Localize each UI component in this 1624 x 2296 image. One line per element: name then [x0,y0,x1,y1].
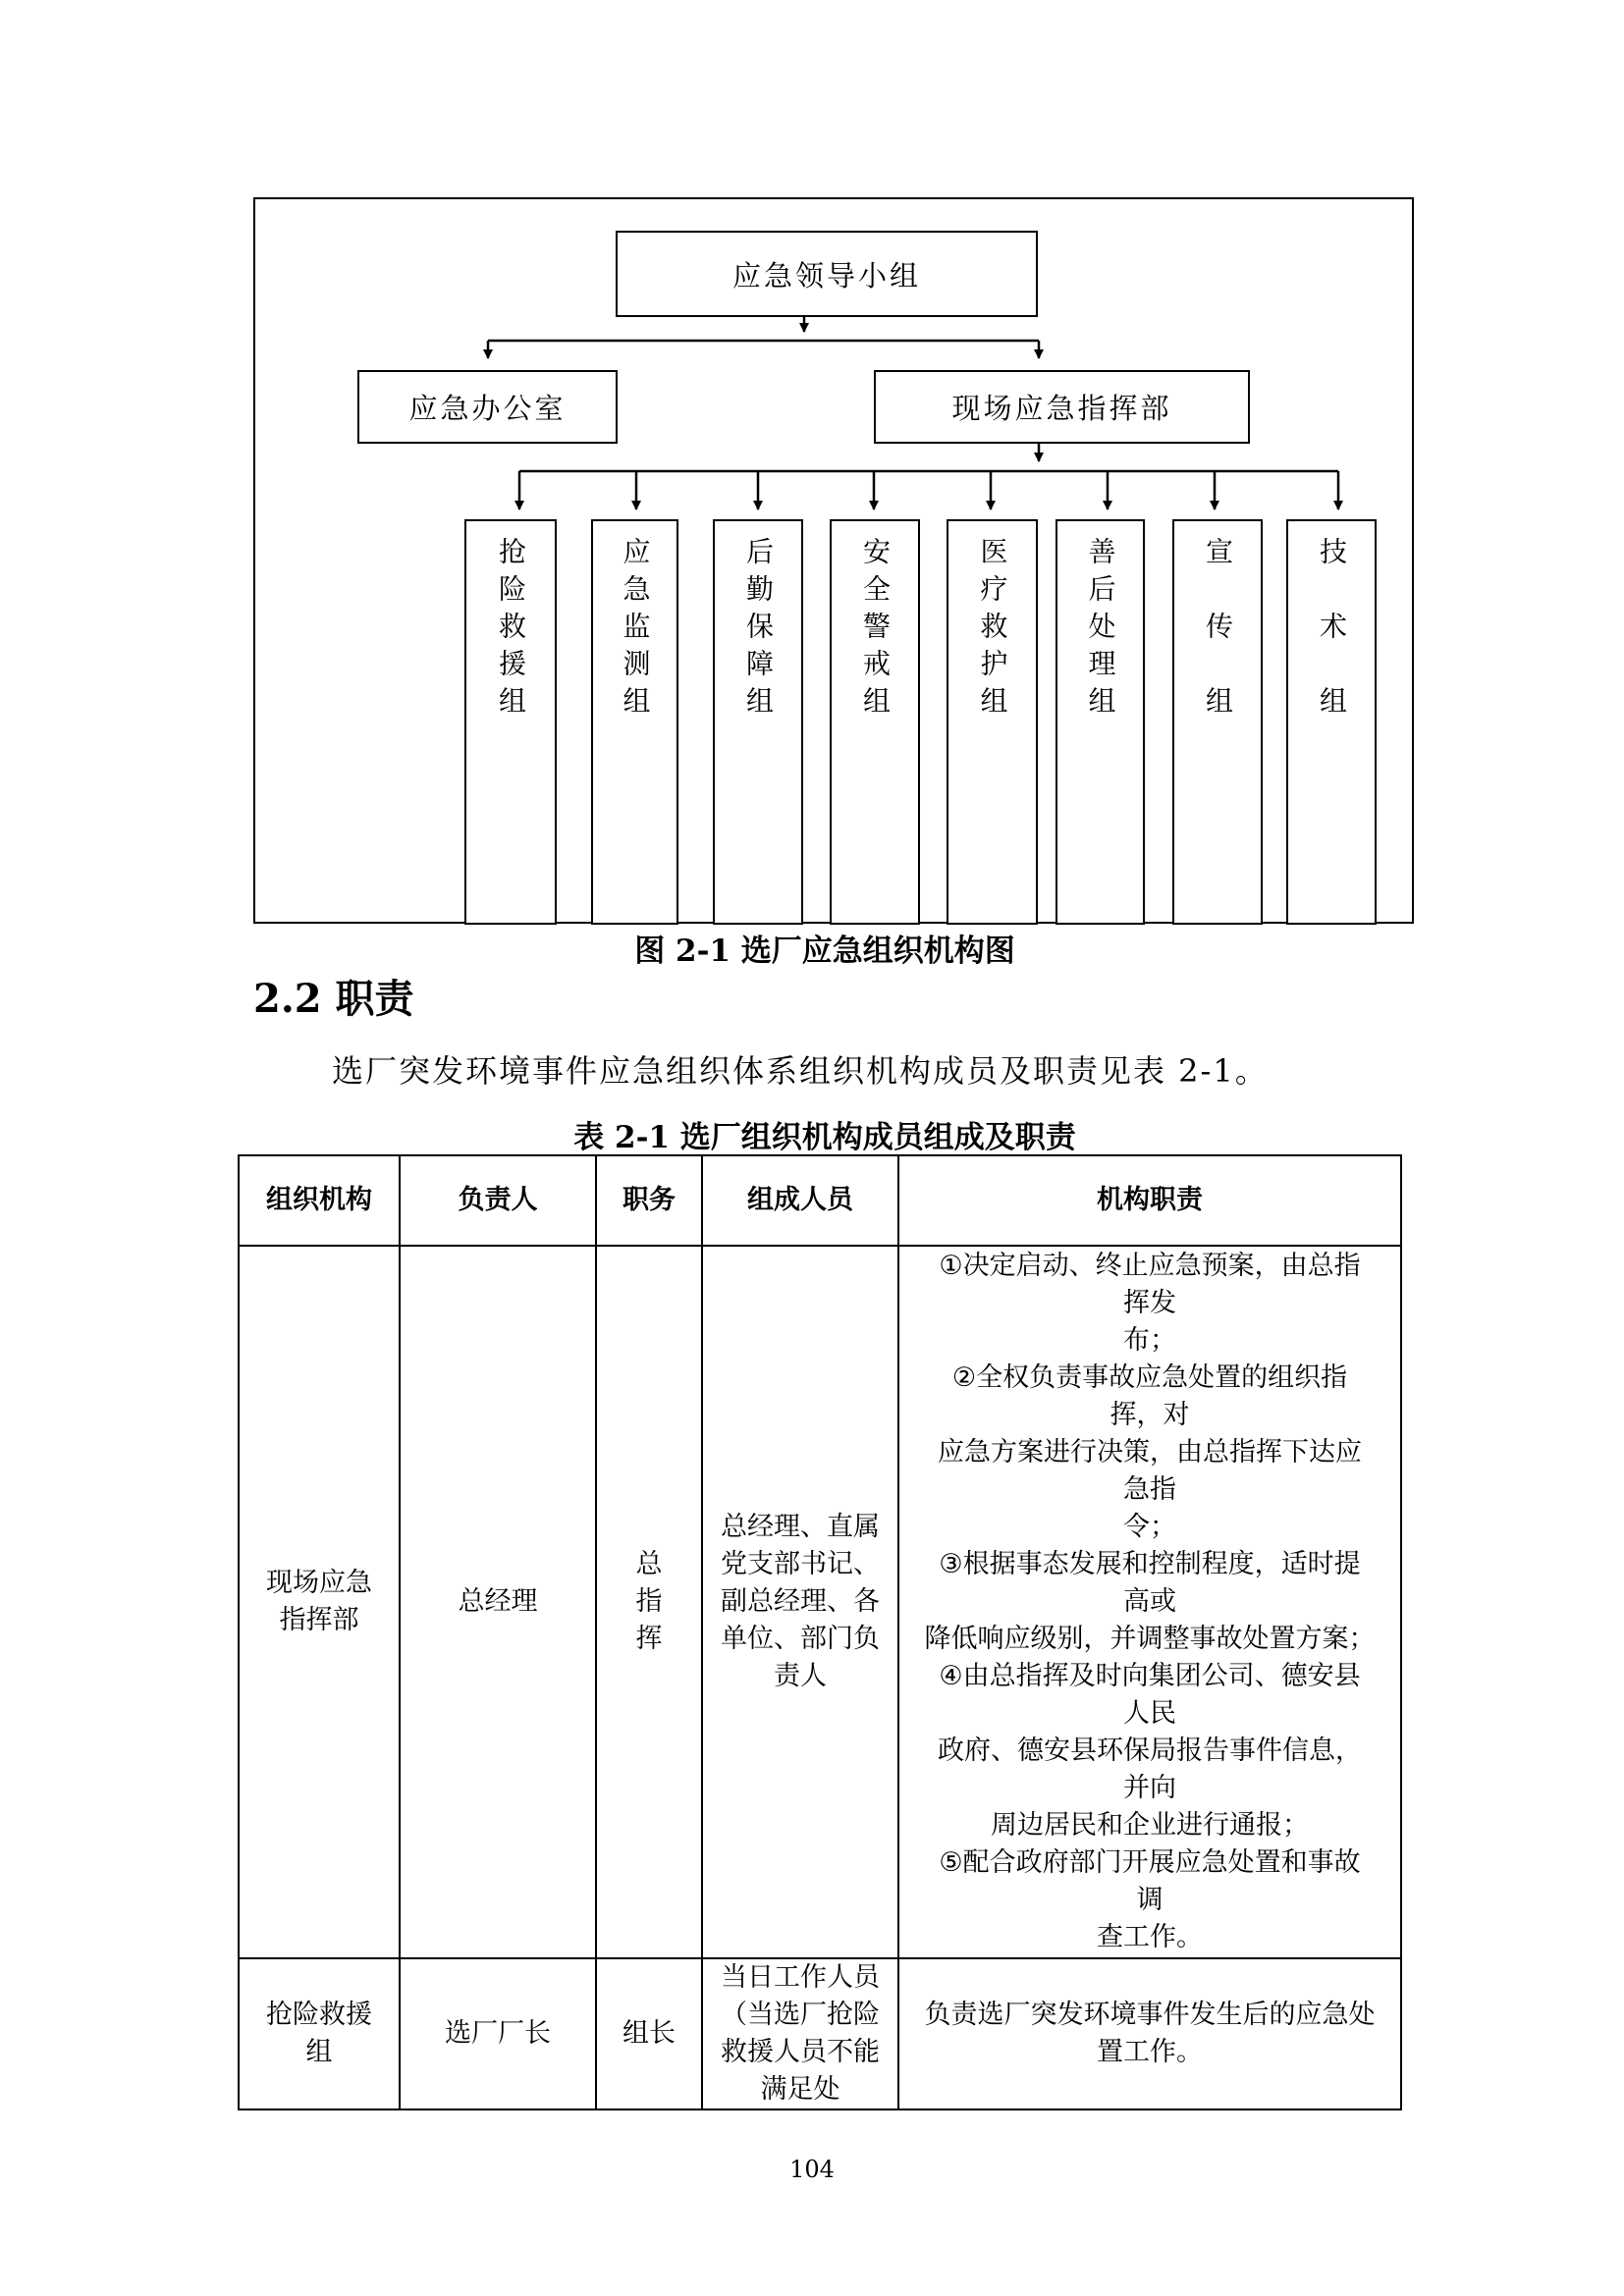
duty-line: 查工作。 [1097,1922,1203,1952]
table-header-row [239,1155,1401,1246]
node-group-medical [947,519,1038,925]
node-group-rescue [464,519,557,925]
table-cell-org: 现场应急指挥部 [239,1246,400,1958]
node-group-label: 医疗救护组 [976,537,1009,723]
duty-line: ④由总指挥及时向集团公司、德安县 [939,1661,1361,1691]
node-group-security [830,519,920,925]
org-chart-connectors [0,0,1624,982]
node-group-aftermath [1056,519,1145,925]
duty-line: 降低响应级别，并调整事故处置方案； [924,1624,1376,1654]
node-group-label: 抢险救援组 [495,537,527,723]
table-caption: 表 2-1 选厂组织机构成员组成及职责 [573,1120,1076,1155]
table-cell-person: 总经理 [400,1246,596,1958]
duty-line: 令； [1123,1512,1176,1542]
duty-line: ②全权负责事故应急处置的组织指 [951,1362,1348,1393]
node-group-label: 安全警戒组 [859,537,892,723]
duty-table [238,1154,1402,2110]
page-number: 104 [789,2156,835,2183]
node-group-label: 善后处理组 [1084,537,1117,723]
table-header-cell: 机构职责 [898,1155,1401,1246]
node-group-monitor [591,519,678,925]
table-header-cell: 组成人员 [702,1155,898,1246]
node-group-label: 技术组 [1316,537,1348,761]
node-group-label: 后勤保障组 [742,537,775,723]
node-command-label: 现场应急指挥部 [951,392,1172,425]
duty-line: 布； [1123,1325,1176,1356]
duty-line: 挥发 [1123,1288,1176,1318]
node-group-label: 应急监测组 [619,537,652,723]
table-cell-person: 选厂厂长 [400,1958,596,2109]
node-office [357,370,618,444]
node-group-publicity [1172,519,1263,925]
node-leader-label: 应急领导小组 [731,258,921,293]
table-header-cell: 组织机构 [239,1155,400,1246]
table-cell-members: 总经理、直属党支部书记、副总经理、各单位、部门负责人 [702,1246,898,1958]
table-cell-members: 当日工作人员（当选厂抢险救援人员不能满足处 [702,1958,898,2109]
duty-line: 人民 [1123,1698,1176,1729]
duty-line: ③根据事态发展和控制程度，适时提 [939,1549,1361,1579]
node-group-logistics [713,519,803,925]
figure-caption: 图 2-1 选厂应急组织机构图 [634,934,1015,969]
table-cell-post: 组长 [596,1958,702,2109]
table-row [239,1246,1401,1958]
duty-line: 并向 [1123,1773,1176,1803]
table-row [239,1958,1401,2109]
table-header-cell: 负责人 [400,1155,596,1246]
table-cell-duties [898,1958,1401,2109]
duty-line: ⑤配合政府部门开展应急处置和事故 [939,1847,1361,1878]
node-command [874,370,1250,444]
section-title: 2.2 职责 [253,976,414,1022]
table-cell-post: 总指挥 [596,1246,702,1958]
duty-line: 周边居民和企业进行通报； [991,1810,1309,1841]
node-leader [616,231,1038,317]
duty-line: 挥，对 [1110,1400,1190,1430]
table-cell-org: 抢险救援组 [239,1958,400,2109]
node-group-technical [1286,519,1377,925]
section-paragraph: 选厂突发环境事件应急组织体系组织机构成员及职责见表 2-1。 [332,1052,1269,1090]
table-header-cell: 职务 [596,1155,702,1246]
duty-line: 负责选厂突发环境事件发生后的应急处置工作。 [924,2000,1376,2067]
node-office-label: 应急办公室 [408,392,567,425]
duty-line: 高或 [1123,1586,1176,1617]
table-cell-duties [898,1246,1401,1958]
node-group-label: 宣传组 [1202,537,1234,761]
duty-line: 应急方案进行决策，由总指挥下达应 [938,1437,1362,1468]
duty-line: 政府、德安县环保局报告事件信息， [938,1735,1362,1766]
duty-line: ①决定启动、终止应急预案，由总指 [939,1251,1361,1281]
duty-line: 急指 [1123,1474,1176,1505]
duty-line: 调 [1136,1885,1164,1915]
